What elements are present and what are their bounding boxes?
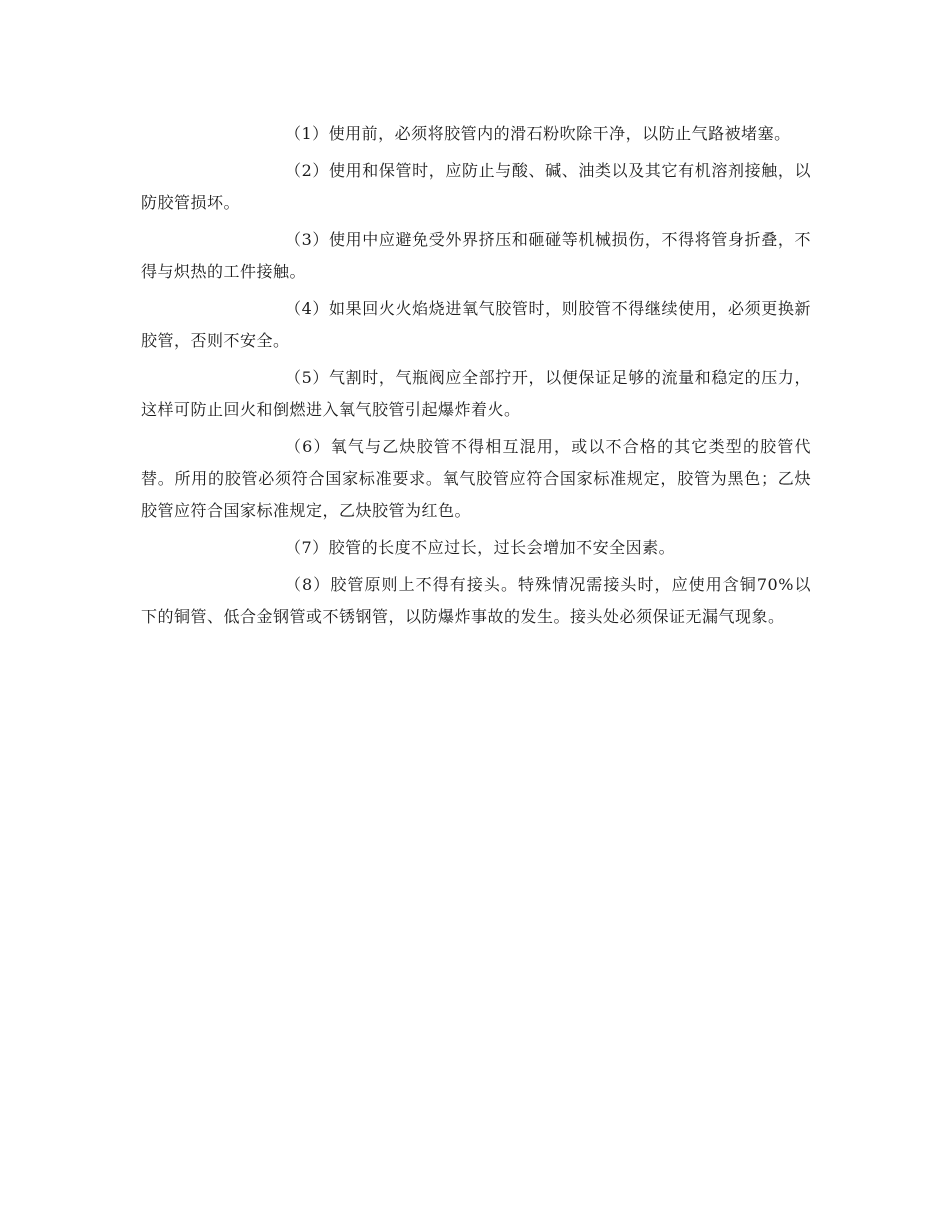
paragraph-3: （3）使用中应避免受外界挤压和砸碰等机械损伤，不得将管身折叠，不得与炽热的工件接触。 <box>141 230 811 281</box>
paragraph-2: （2）使用和保管时，应防止与酸、碱、油类以及其它有机溶剂接触，以防胶管损坏。 <box>141 161 811 212</box>
paragraph-8: （8）胶管原则上不得有接头。特殊情况需接头时，应使用含铜70%以下的铜管、低合金钢管或不锈钢管，以防爆炸事故的发生。接头处必须保证无漏气现象。 <box>141 575 811 626</box>
document-body <box>141 118 811 638</box>
paragraph-5: （5）气割时，气瓶阀应全部拧开，以便保证足够的流量和稳定的压力，这样可防止回火和倒燃进入氧气胶管引起爆炸着火。 <box>141 368 811 419</box>
paragraph-6: （6）氧气与乙炔胶管不得相互混用，或以不合格的其它类型的胶管代替。所用的胶管必须符合国家标准要求。氧气胶管应符合国家标准规定，胶管为黑色；乙炔胶管应符合国家标准规定，乙炔胶管为红色。 <box>141 437 811 520</box>
paragraph-7: （7）胶管的长度不应过长，过长会增加不安全因素。 <box>285 538 676 557</box>
paragraph-4: （4）如果回火火焰烧进氧气胶管时，则胶管不得继续使用，必须更换新胶管，否则不安全。 <box>141 299 811 350</box>
paragraph-1: （1）使用前，必须将胶管内的滑石粉吹除干净，以防止气路被堵塞。 <box>285 124 791 143</box>
